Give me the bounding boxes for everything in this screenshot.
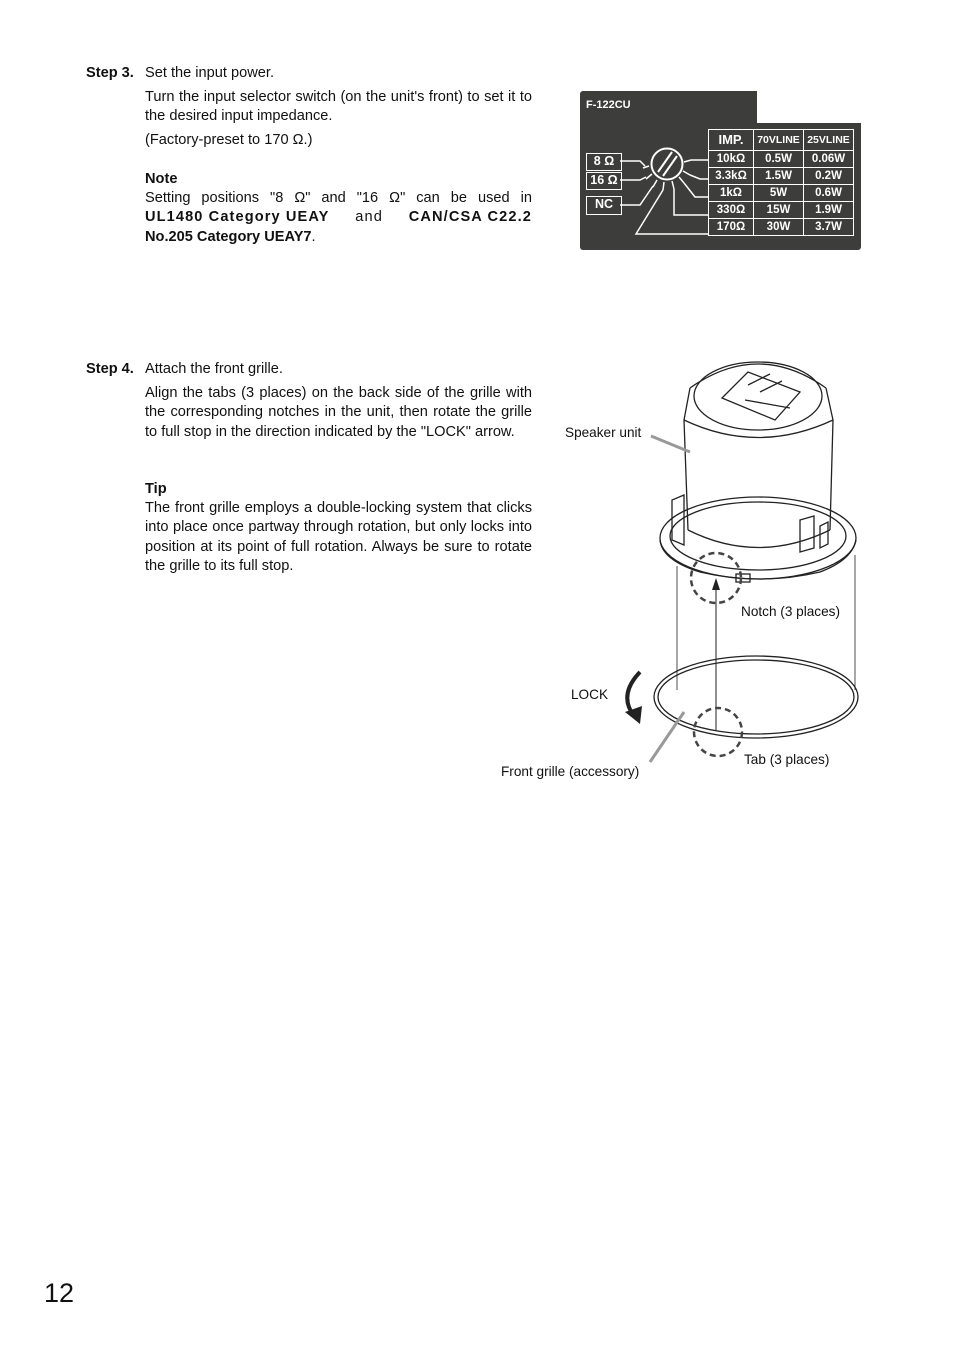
note-and: and (355, 209, 383, 226)
chip-8-ohm: 8 Ω (586, 153, 622, 171)
table-cell: 330Ω (709, 202, 754, 219)
mount-bracket (672, 495, 684, 545)
step4-label: Step 4. (86, 361, 134, 377)
table-cell: 30W (754, 219, 804, 236)
table-cell: 0.06W (804, 151, 854, 168)
table-header: 70VLINE (754, 130, 804, 151)
step3-label: Step 3. (86, 65, 134, 81)
table-cell: 170Ω (709, 219, 754, 236)
note-heading: Note (145, 171, 178, 187)
panel-model: F-122CU (586, 99, 631, 111)
label-tab: Tab (3 places) (744, 752, 830, 767)
table-cell: 3.7W (804, 219, 854, 236)
label-speaker-unit: Speaker unit (565, 425, 642, 440)
step3-preset: (Factory-preset to 170 Ω.) (145, 132, 313, 148)
tip-heading: Tip (145, 481, 167, 497)
note-period: . (311, 228, 316, 245)
table-cell: 1.5W (754, 168, 804, 185)
table-cell: 10kΩ (709, 151, 754, 168)
table-cell: 1.9W (804, 202, 854, 219)
table-cell: 0.5W (754, 151, 804, 168)
label-notch: Notch (3 places) (741, 604, 840, 619)
chip-nc: NC (586, 196, 622, 215)
table-cell: 1kΩ (709, 185, 754, 202)
table-cell: 0.2W (804, 168, 854, 185)
step4-instruction: Align the tabs (3 places) on the back side of the grille with the corresponding notches in the unit, then rotate the grille to full stop in the direction indicated by the "LOCK" arrow. (145, 385, 532, 440)
tip-text: The front grille employs a double-locking system that clicks into place once partway through rotation, but only locks into position at its point of full rotation. Always be sure to rotate the grille to its full stop. (145, 500, 532, 575)
chip-16-ohm: 16 Ω (586, 172, 622, 190)
table-cell: 15W (754, 202, 804, 219)
note-standard-csa-2: No.205 Category UEAY7 (145, 228, 312, 245)
note-line-1: Setting positions "8 Ω" and "16 Ω" can be used in (145, 190, 532, 206)
table-cell: 5W (754, 185, 804, 202)
table-cell: 3.3kΩ (709, 168, 754, 185)
front-grille-leader (650, 712, 684, 762)
label-lock: LOCK (571, 687, 609, 702)
table-cell: 0.6W (804, 185, 854, 202)
baffle-ring (660, 497, 856, 579)
step3-instruction: Turn the input selector switch (on the unit's front) to set it to the desired input impedance. (145, 89, 532, 125)
note-standard-ul: UL1480 Category UEAY (145, 209, 330, 226)
table-header: 25VLINE (804, 130, 854, 151)
page-number: 12 (44, 1278, 75, 1308)
label-front-grille: Front grille (accessory) (501, 764, 640, 779)
front-grille (654, 656, 858, 738)
note-standard-csa: CAN/CSA C22.2 (408, 209, 532, 226)
table-header: IMP. (709, 130, 754, 151)
step3-title: Set the input power. (145, 65, 274, 81)
step4-title: Attach the front grille. (145, 361, 283, 377)
